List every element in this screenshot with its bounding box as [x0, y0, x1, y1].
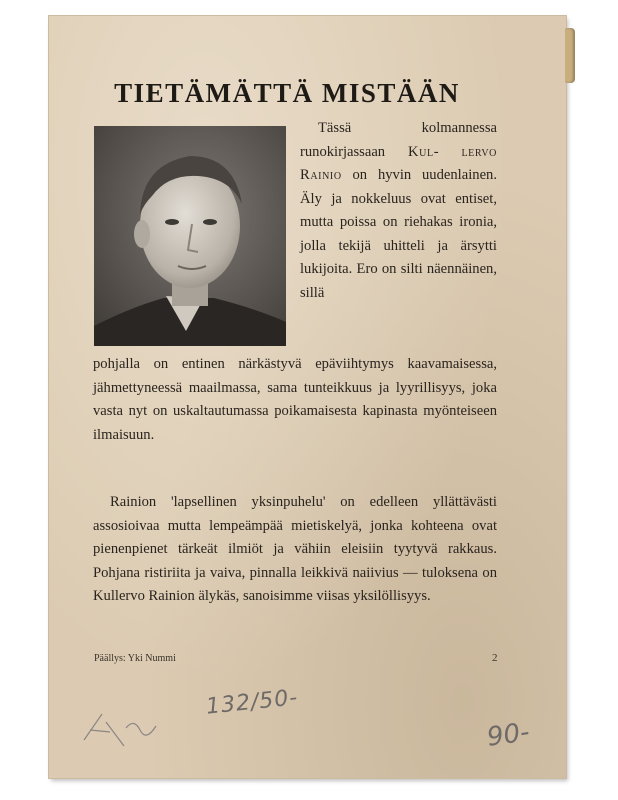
- cover-design-credit: Päällys: Yki Nummi: [94, 653, 176, 664]
- book-title: TIETÄMÄTTÄ MISTÄÄN: [114, 78, 460, 108]
- author-name-b: lervo Rainio: [300, 143, 497, 183]
- page-number: 2: [492, 652, 498, 664]
- pencil-price-note-1: 132/50-: [204, 685, 300, 720]
- intro-text-b: on hyvin uudenlainen. Äly ja nokkeluus ovat entiset, mutta poissa on riehakas ironia, jolla tekijä uhitteli ja ärsytti lukijoita. Ero on silti näennäinen, sillä: [300, 167, 497, 301]
- description-paragraph-1-top: [300, 117, 497, 305]
- pencil-price-note-2: 90-: [485, 717, 532, 753]
- description-paragraph-2: Rainion 'lapsellinen yksinpuhelu' on edelleen yllättävästi assosioivaa mutta lempeämpää mietiskelyä, jonka kohteena ovat pienenpienet tärkeät ilmiöt ja vähiin eleisiin tyytyvä rakkaus. Pohjana ristiriita ja vaiva, pinnalla leikkivä naiivius — tuloksena on Kullervo Rainion älykäs, sanoisimme viisas yksilöllisyys.: [93, 494, 497, 604]
- author-name-a: Kul: [408, 143, 434, 160]
- author-portrait-photo: [94, 126, 286, 346]
- pencil-scribble-mark: [80, 700, 170, 750]
- intro-text-a: Tässä kolmannessa runokirjassaan: [300, 120, 497, 160]
- description-paragraph-1-bottom: pohjalla on entinen närkästyvä epäviihtymys kaavamaisessa, jähmettyneessä maailmassa, sama tunteikkuus ja lyyrillisyys, joka vasta nyt on uskaltautumassa poikamaisesta kapinasta myönteiseen ilmaisuun.: [93, 356, 497, 443]
- hyphen-mark: -: [433, 143, 439, 160]
- spine-fold: [565, 28, 575, 83]
